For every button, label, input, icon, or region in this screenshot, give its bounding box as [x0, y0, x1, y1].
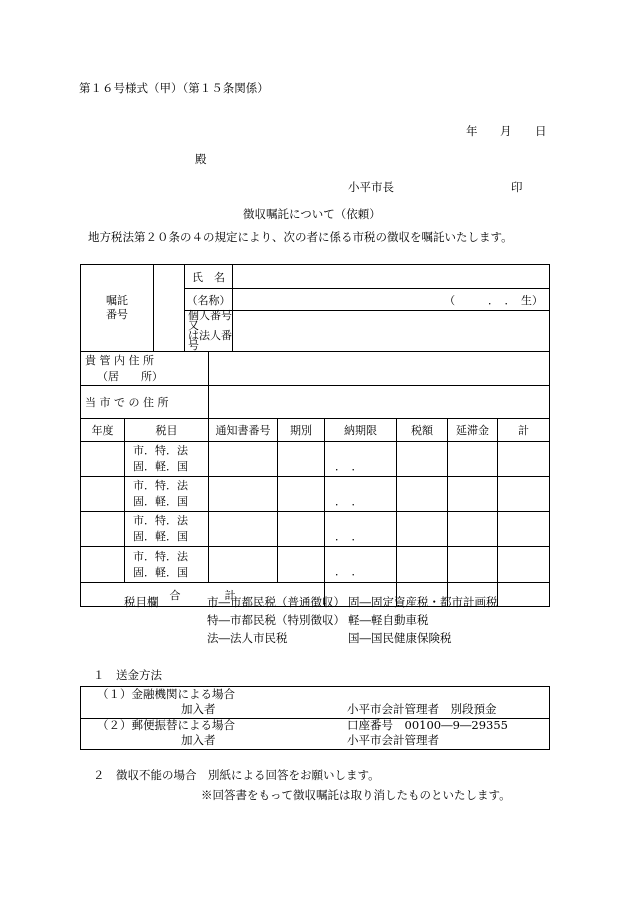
legend-title: 税目欄 [124, 595, 159, 609]
tax-item-cell: 市．特．法 固．軽．国 [125, 547, 209, 583]
tax-item-cell: 市．特．法 固．軽．国 [125, 442, 209, 477]
notice-no-cell[interactable] [209, 512, 278, 547]
header-total: 計 [498, 419, 550, 442]
legend-item-shi: 市―市都民税（普通徴収） [207, 595, 345, 609]
bank-member: 小平市会計管理者 別段預金 [347, 702, 497, 716]
due-date-cell[interactable]: ． ． [325, 512, 397, 547]
tax-item-cell: 市．特．法 固．軽．国 [125, 512, 209, 547]
toushi-address-value[interactable] [209, 386, 550, 419]
header-delinquency: 延滞金 [448, 419, 498, 442]
name-value[interactable] [233, 265, 550, 289]
tax-amount-cell[interactable] [397, 512, 448, 547]
period-cell[interactable] [278, 547, 325, 583]
notice-no-cell[interactable] [209, 547, 278, 583]
failure-heading: ２ 徴収不能の場合 別紙による回答をお願いします。 [93, 768, 380, 782]
postal-member: 小平市会計管理者 [347, 733, 439, 747]
total-sum[interactable] [498, 583, 550, 607]
kojin-label: 個人番号又 は法人番号 [185, 311, 233, 352]
send-method-box [80, 686, 550, 750]
year-cell[interactable] [81, 442, 125, 477]
due-date-cell[interactable]: ． ． [325, 547, 397, 583]
legend-item-ko: 固―固定資産税・都市計画税 [348, 595, 498, 609]
total-cell[interactable] [498, 547, 550, 583]
due-date-cell[interactable]: ． ． [325, 442, 397, 477]
tax-amount-cell[interactable] [397, 547, 448, 583]
birth-field[interactable]: （ ． ． 生） [233, 289, 550, 311]
legend-item-koku: 国―国民健康保険税 [348, 631, 452, 645]
bank-member-label: 加入者 [181, 702, 216, 716]
notice-no-cell[interactable] [209, 477, 278, 512]
tax-amount-cell[interactable] [397, 442, 448, 477]
year-cell[interactable] [81, 477, 125, 512]
addressee-suffix: 殿 [195, 152, 207, 166]
notice-no-cell[interactable] [209, 442, 278, 477]
legend-item-kei: 軽―軽自動車税 [348, 613, 429, 627]
header-notice-no: 通知書番号 [209, 419, 278, 442]
legend-item-hou: 法―法人市民税 [207, 631, 288, 645]
period-cell[interactable] [278, 442, 325, 477]
name-label: 氏 名 [185, 265, 233, 289]
meisho-label: （名称） [185, 289, 233, 311]
tax-item-cell: 市．特．法 固．軽．国 [125, 477, 209, 512]
send-heading: １ 送金方法 [93, 668, 162, 682]
delinquency-cell[interactable] [448, 547, 498, 583]
request-table [80, 264, 550, 607]
table-row [81, 442, 550, 477]
table-row [81, 547, 550, 583]
year-cell[interactable] [81, 547, 125, 583]
kinai-address-label [81, 352, 209, 386]
header-period: 期別 [278, 419, 325, 442]
sender-name: 小平市長 [348, 180, 394, 194]
due-date-cell[interactable]: ． ． [325, 477, 397, 512]
delinquency-cell[interactable] [448, 442, 498, 477]
form-title: 第１６号様式（甲）（第１５条関係） [79, 81, 269, 95]
shokutaku-value[interactable] [154, 265, 185, 352]
kojin-value[interactable] [233, 311, 550, 352]
table-row [81, 477, 550, 512]
period-cell[interactable] [278, 477, 325, 512]
intro-text: 地方税法第２０条の４の規定により、次の者に係る市税の徴収を嘱託いたします。 [88, 230, 513, 244]
tax-amount-cell[interactable] [397, 477, 448, 512]
kinai-label: 貴 管 内 住 所 [85, 353, 154, 367]
total-cell[interactable] [498, 512, 550, 547]
date-month: 月 [500, 124, 512, 138]
failure-note: ※回答書をもって徴収嘱託は取り消したものといたします。 [201, 788, 511, 802]
kyosho-label: （居 所） [97, 369, 163, 383]
legend-item-toku: 特―市都民税（特別徴収） [207, 613, 345, 627]
header-due-date: 納期限 [325, 419, 397, 442]
header-year: 年度 [81, 419, 125, 442]
shokutaku-label: 嘱託 番号 [81, 265, 154, 352]
date-year: 年 [466, 124, 478, 138]
period-cell[interactable] [278, 512, 325, 547]
year-cell[interactable] [81, 512, 125, 547]
date-day: 日 [535, 124, 547, 138]
delinquency-cell[interactable] [448, 512, 498, 547]
postal-account: 口座番号 00100―9―29355 [347, 718, 508, 732]
toushi-label: 当 市 で の 住 所 [81, 386, 209, 419]
kinai-address-value[interactable] [209, 352, 550, 386]
total-cell[interactable] [498, 442, 550, 477]
total-cell[interactable] [498, 477, 550, 512]
seal-mark: 印 [511, 180, 523, 194]
header-tax-item: 税目 [125, 419, 209, 442]
total-label: 合 計 [81, 583, 325, 607]
postal-member-label: 加入者 [181, 733, 216, 747]
header-tax-amount: 税額 [397, 419, 448, 442]
bank-label: （１）金融機関による場合 [97, 687, 235, 701]
delinquency-cell[interactable] [448, 477, 498, 512]
subject: 徴収嘱託について（依頼） [243, 207, 381, 221]
postal-label: （２）郵便振替による場合 [97, 718, 235, 732]
table-row [81, 512, 550, 547]
